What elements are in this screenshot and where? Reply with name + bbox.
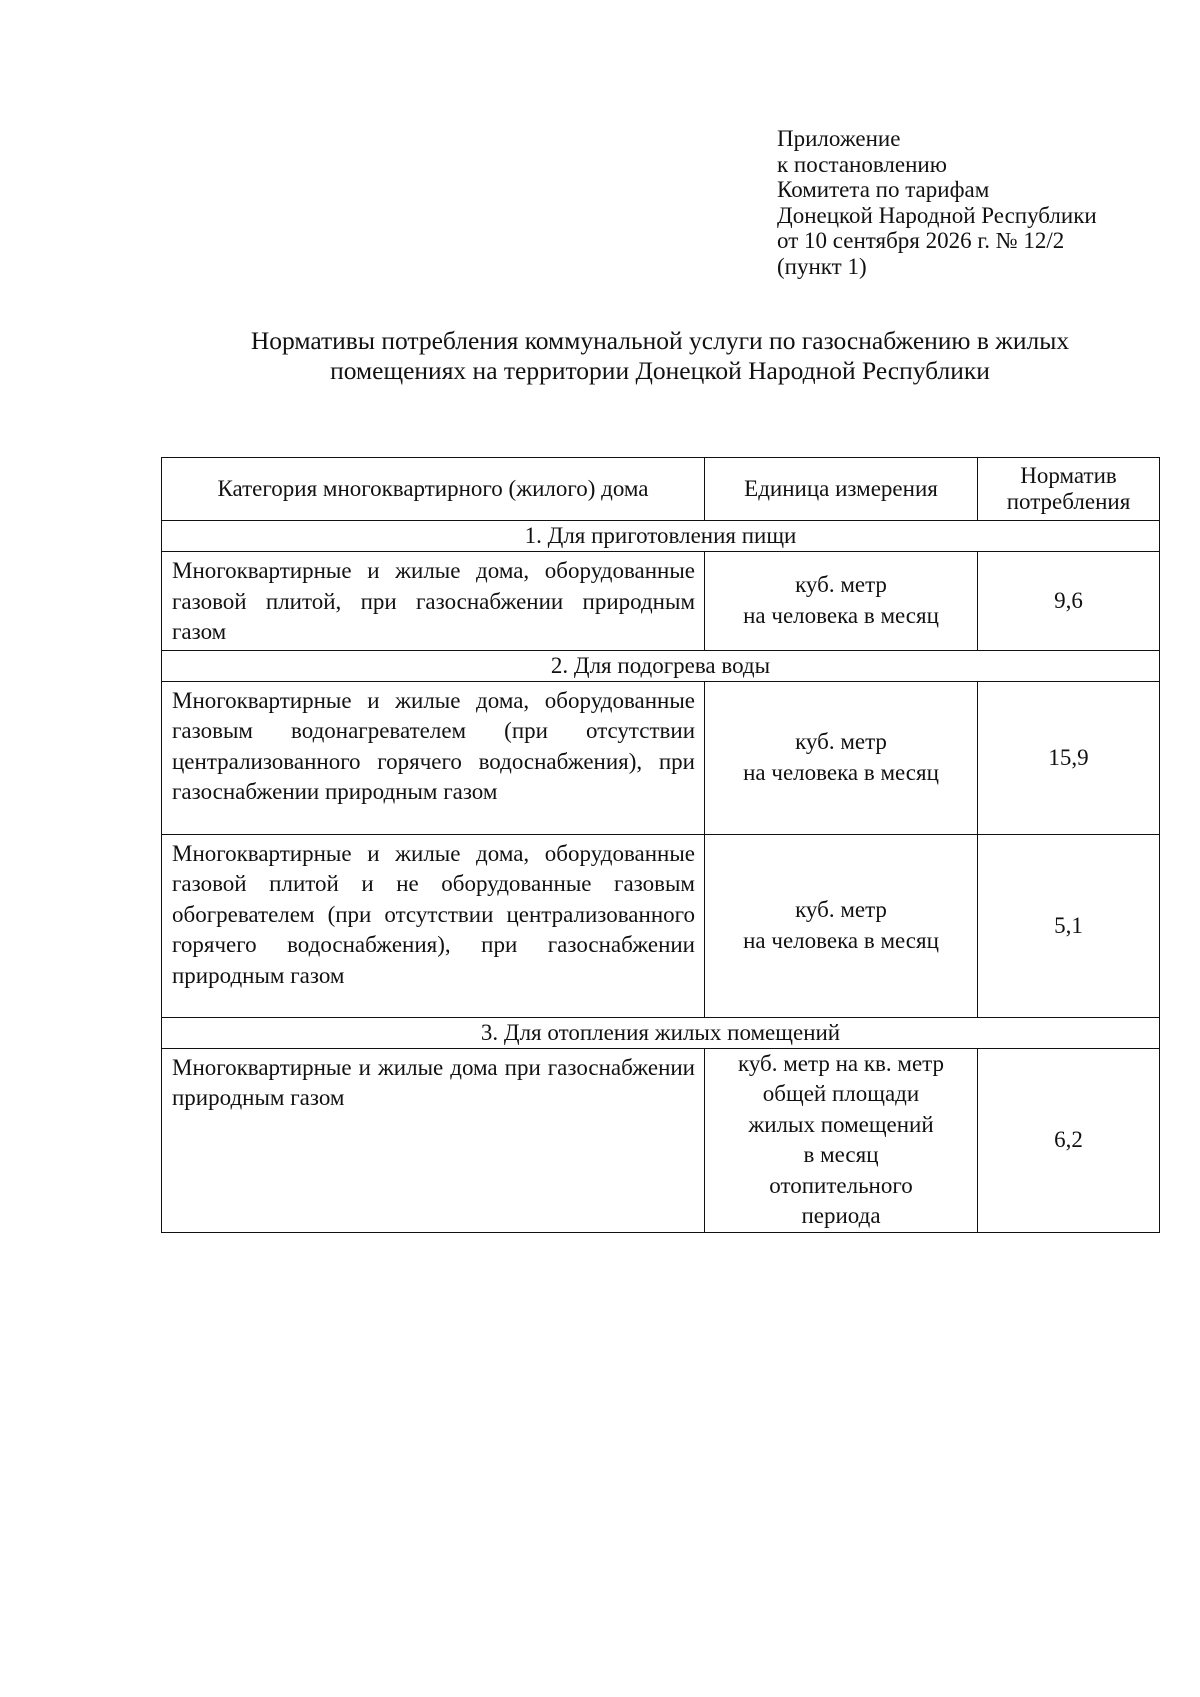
header-unit: Единица измерения — [705, 458, 978, 521]
section-title: 3. Для отопления жилых помещений — [162, 1017, 1160, 1048]
header-norm-line: потребления — [1006, 489, 1131, 514]
unit-cell — [705, 1048, 978, 1232]
category-cell: Многоквартирные и жилые дома, оборудованные газовой плитой, при газоснабжении природным газом — [162, 552, 705, 651]
appendix-line: Донецкой Народной Республики — [777, 202, 1097, 228]
unit-line: на человека в месяц — [743, 927, 939, 953]
document-title-line: Нормативы потребления коммунальной услуги по газоснабжению в жилых — [250, 326, 1070, 355]
unit-line: общей площади — [762, 1081, 920, 1106]
section-row — [162, 521, 1160, 552]
appendix-line: (пункт 1) — [777, 253, 867, 279]
table-row — [162, 681, 1160, 834]
norms-table — [161, 457, 1160, 1233]
unit-line: куб. метр — [795, 897, 887, 922]
unit-line: жилых помещений — [748, 1111, 934, 1137]
section-row — [162, 1017, 1160, 1048]
norm-value: 5,1 — [978, 834, 1160, 1017]
table-row — [162, 1048, 1160, 1232]
unit-line: периода — [801, 1203, 881, 1228]
table-row — [162, 552, 1160, 651]
header-norm-line: Норматив — [1020, 463, 1117, 488]
document-title-line: помещениях на территории Донецкой Народной Республики — [330, 356, 990, 385]
header-norm — [978, 458, 1160, 521]
unit-cell — [705, 834, 978, 1017]
appendix-line: Приложение — [777, 126, 901, 151]
section-title: 2. Для подогрева воды — [162, 650, 1160, 681]
document-title — [160, 326, 1160, 386]
unit-line: отопительного — [769, 1172, 913, 1198]
norm-value: 9,6 — [978, 552, 1160, 651]
category-cell: Многоквартирные и жилые дома при газоснабжении природным газом — [162, 1048, 705, 1232]
table-header-row — [162, 458, 1160, 521]
category-cell: Многоквартирные и жилые дома, оборудованные газовым водонагревателем (при отсутствии централизованного горячего водоснабжения), при газоснабжении природным газом — [162, 681, 705, 834]
unit-line: куб. метр на кв. метр — [738, 1050, 944, 1076]
norm-value: 6,2 — [978, 1048, 1160, 1232]
unit-line: куб. метр — [795, 572, 887, 598]
header-category: Категория многоквартирного (жилого) дома — [162, 458, 705, 521]
appendix-block — [777, 126, 1097, 279]
unit-cell — [705, 681, 978, 834]
appendix-line: Комитета по тарифам — [777, 177, 990, 202]
unit-line: на человека в месяц — [743, 759, 939, 785]
section-row — [162, 650, 1160, 681]
section-title: 1. Для приготовления пищи — [162, 521, 1160, 552]
table-row — [162, 834, 1160, 1017]
unit-line: куб. метр — [795, 729, 887, 754]
appendix-line: от 10 сентября 2026 г. № 12/2 — [777, 228, 1065, 253]
category-cell: Многоквартирные и жилые дома, оборудованные газовой плитой и не оборудованные газовым обогревателем (при отсутствии централизованного горячего водоснабжения), при газоснабжении природным газом — [162, 834, 705, 1017]
appendix-line: к постановлению — [777, 151, 947, 177]
norm-value: 15,9 — [978, 681, 1160, 834]
unit-line: на человека в месяц — [743, 602, 939, 628]
unit-line: в месяц — [803, 1142, 879, 1167]
unit-cell — [705, 552, 978, 651]
